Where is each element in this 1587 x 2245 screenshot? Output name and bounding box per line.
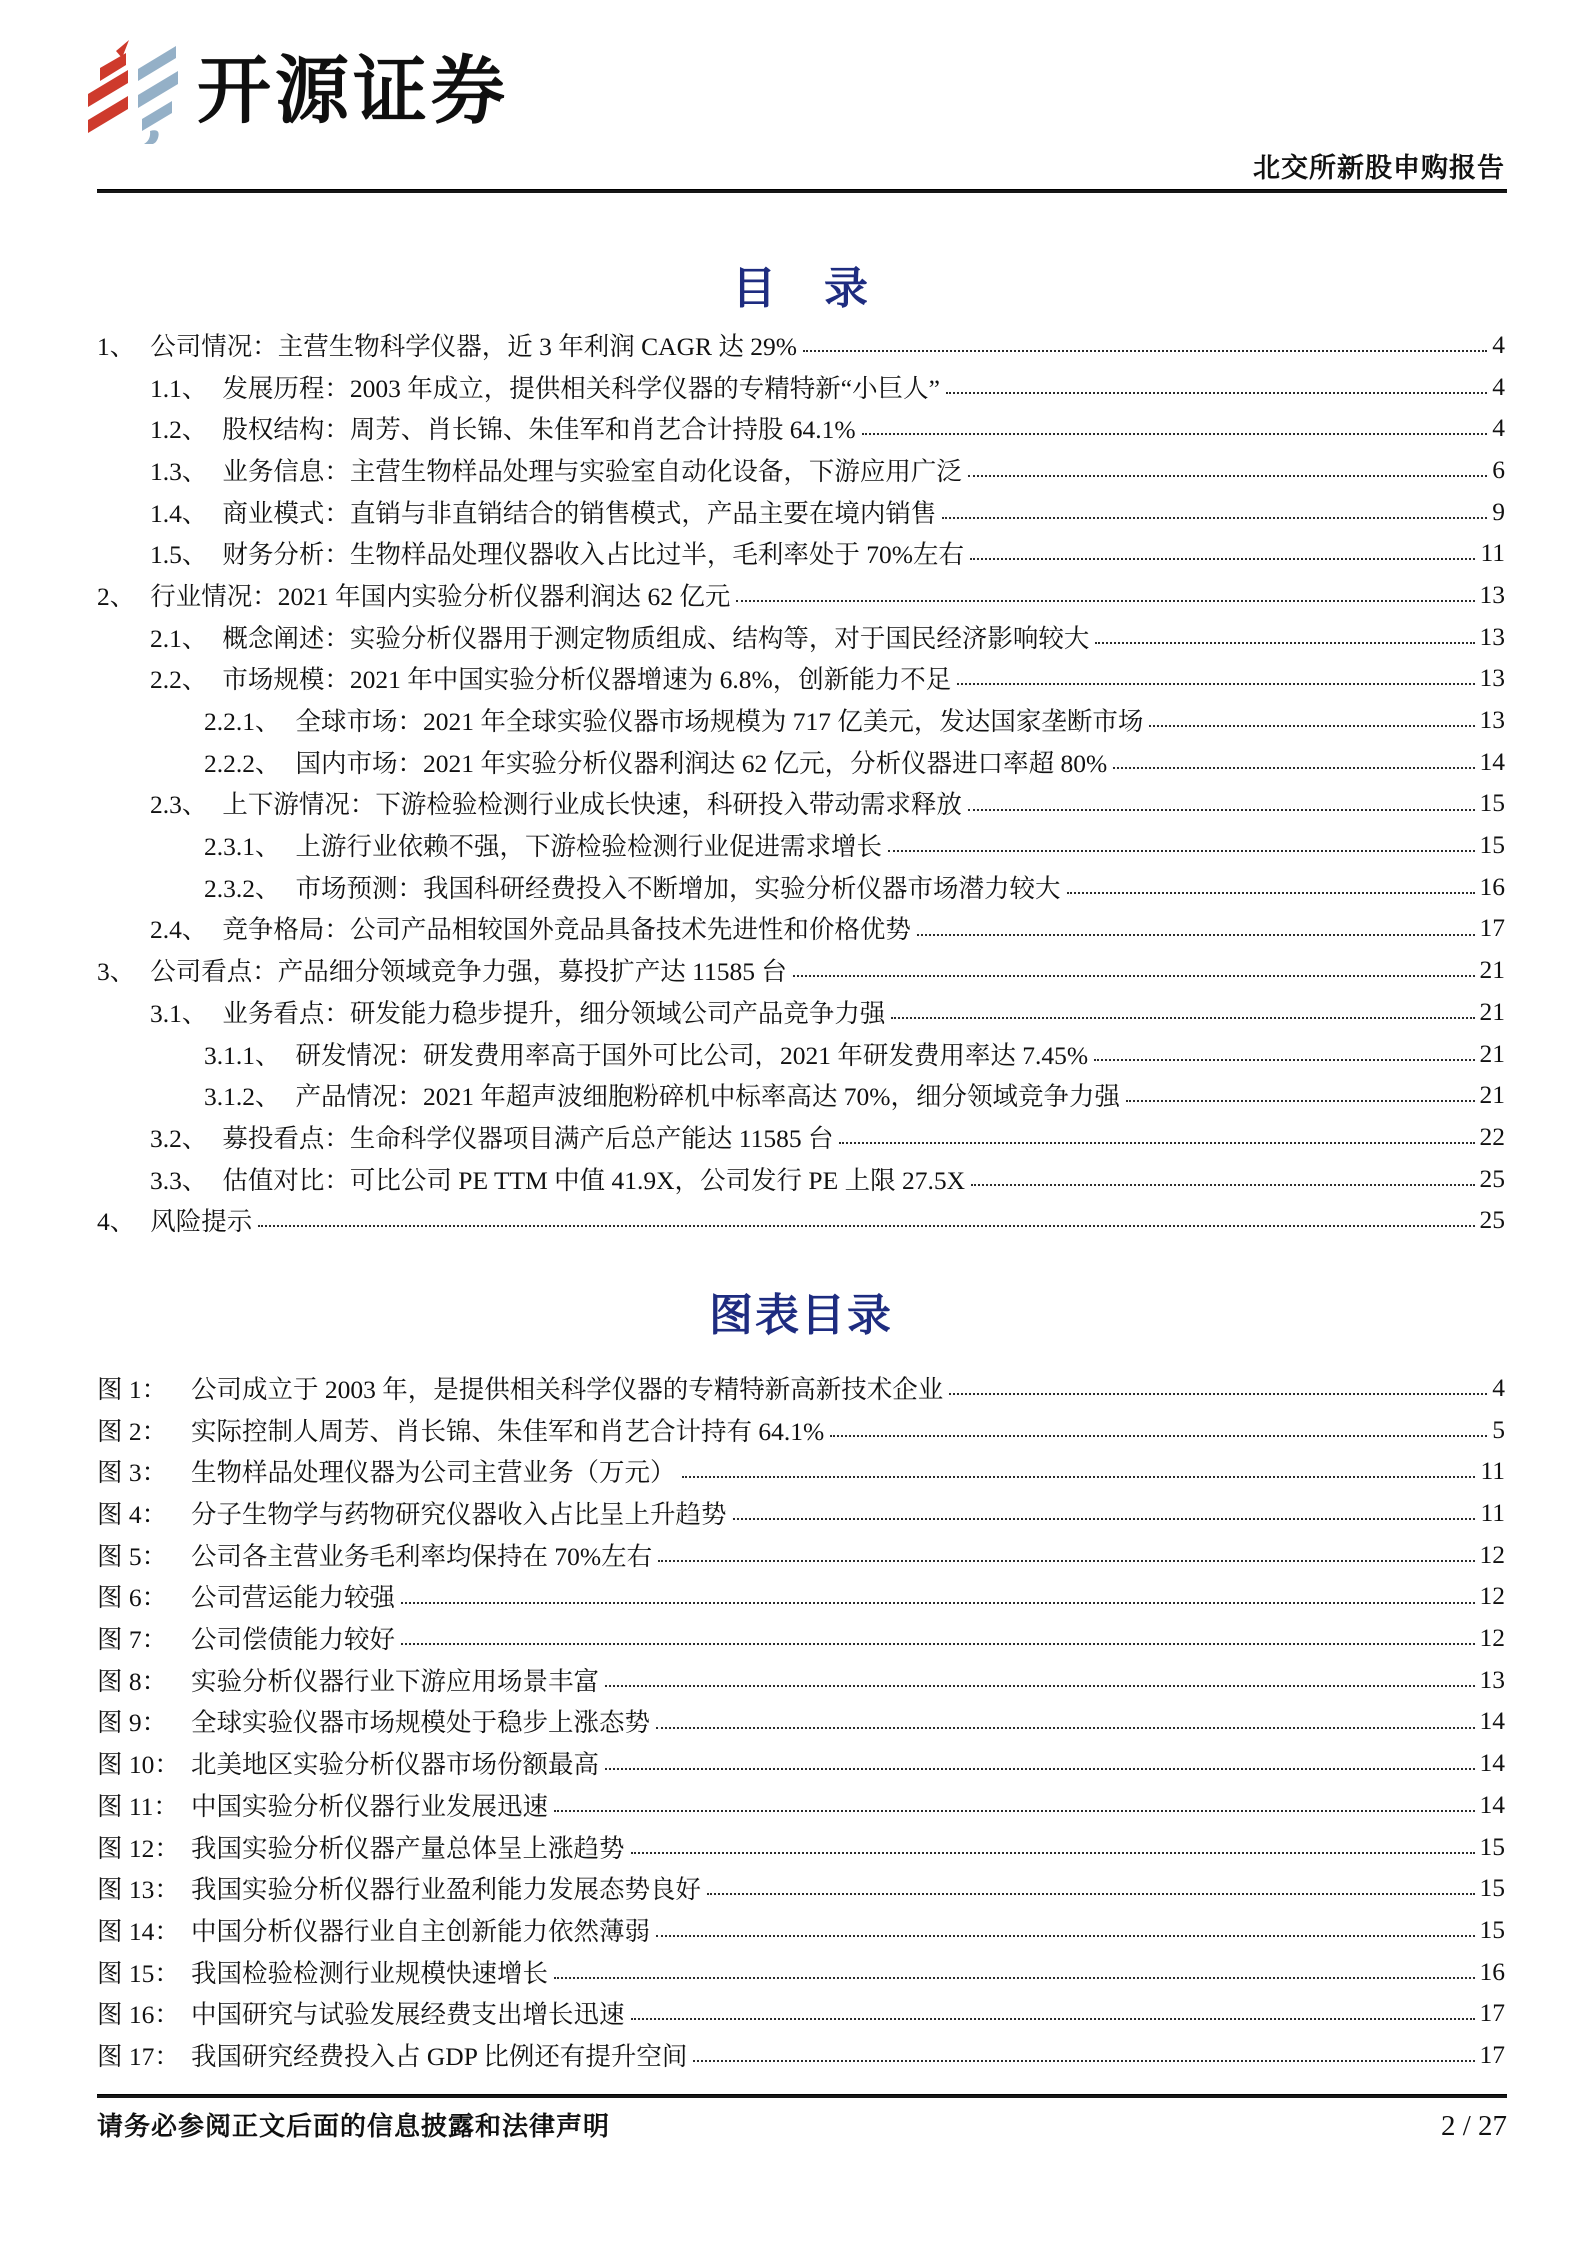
entry-number: 图 6： [97, 1583, 168, 1613]
entry-page: 13 [1479, 705, 1505, 735]
entry-page: 12 [1479, 1539, 1505, 1569]
footer-row [97, 2106, 1507, 2143]
dot-leader [605, 1663, 1474, 1687]
figures-list [97, 1367, 1505, 2076]
entry-page: 25 [1479, 1163, 1505, 1193]
toc-entry[interactable] [97, 616, 1505, 658]
figures-entry[interactable] [97, 1826, 1505, 1868]
entry-number: 图 8： [97, 1666, 168, 1696]
entry-page: 4 [1492, 413, 1505, 443]
entry-number: 1.4、 [150, 498, 208, 528]
figures-entry[interactable] [97, 1742, 1505, 1784]
figures-entry[interactable] [97, 1367, 1505, 1409]
dot-leader [1094, 1036, 1474, 1060]
entry-number: 2.4、 [150, 915, 208, 945]
dot-leader [693, 2038, 1474, 2062]
entry-number: 图 1： [97, 1374, 168, 1404]
toc-entry[interactable] [97, 491, 1505, 533]
entry-page: 16 [1479, 871, 1505, 901]
entry-number: 2.3.1、 [204, 832, 281, 862]
toc-entry[interactable] [97, 407, 1505, 449]
entry-title: 中国实验分析仪器行业发展迅速 [191, 1791, 549, 1821]
entry-title: 公司营运能力较强 [191, 1583, 396, 1613]
entry-title: 竞争格局：公司产品相较国外竞品具备技术先进性和价格优势 [222, 915, 911, 945]
entry-number: 图 12： [97, 1833, 180, 1863]
toc-entry[interactable] [97, 741, 1505, 783]
figures-entry[interactable] [97, 1659, 1505, 1701]
entry-title: 生物样品处理仪器为公司主营业务（万元） [191, 1458, 676, 1488]
toc-entry[interactable] [97, 1074, 1505, 1116]
toc-entry[interactable] [97, 1033, 1505, 1075]
entry-number: 图 16： [97, 2000, 180, 2030]
dot-leader [971, 1161, 1475, 1185]
figures-entry[interactable] [97, 1492, 1505, 1534]
entry-title: 我国实验分析仪器产量总体呈上涨趋势 [191, 1833, 625, 1863]
dot-leader [736, 578, 1474, 602]
entry-page: 14 [1479, 746, 1505, 776]
figures-entry[interactable] [97, 1701, 1505, 1743]
entry-page: 21 [1479, 996, 1505, 1026]
figures-entry[interactable] [97, 1576, 1505, 1618]
figures-entry[interactable] [97, 1451, 1505, 1493]
dot-leader [970, 536, 1475, 560]
entry-page: 21 [1479, 1038, 1505, 1068]
entry-title: 公司各主营业务毛利率均保持在 70%左右 [191, 1541, 653, 1571]
dot-leader [888, 828, 1474, 852]
dot-leader [258, 1203, 1474, 1227]
entry-page: 22 [1479, 1121, 1505, 1151]
entry-page: 15 [1479, 1831, 1505, 1861]
entry-page: 4 [1492, 329, 1505, 359]
entry-title: 中国分析仪器行业自主创新能力依然薄弱 [191, 1916, 651, 1946]
entry-number: 1.1、 [150, 373, 208, 403]
entry-page: 13 [1479, 663, 1505, 693]
dot-leader [733, 1496, 1476, 1520]
entry-number: 2.2、 [150, 665, 208, 695]
entry-title: 我国检验检测行业规模快速增长 [191, 1958, 549, 1988]
entry-title: 实际控制人周芳、肖长锦、朱佳军和肖艺合计持有 64.1% [191, 1416, 825, 1446]
entry-number: 图 9： [97, 1708, 168, 1738]
entry-title: 我国研究经费投入占 GDP 比例还有提升空间 [191, 2041, 688, 2071]
entry-page: 11 [1480, 1498, 1505, 1528]
entry-number: 图 2： [97, 1416, 168, 1446]
kaiyuan-logo-icon [85, 38, 181, 144]
toc-entry[interactable] [97, 449, 1505, 491]
entry-page: 4 [1492, 1372, 1505, 1402]
dot-leader [891, 995, 1474, 1019]
entry-title: 北美地区实验分析仪器市场份额最高 [191, 1750, 600, 1780]
entry-number: 3.1.2、 [204, 1082, 281, 1112]
entry-page: 12 [1479, 1623, 1505, 1653]
entry-title: 公司情况：主营生物科学仪器，近 3 年利润 CAGR 达 29% [150, 331, 797, 361]
entry-title: 发展历程：2003 年成立，提供相关科学仪器的专精特新“小巨人” [222, 373, 940, 403]
figures-entry[interactable] [97, 1951, 1505, 1993]
figures-title: 图表目录 [709, 1291, 893, 1341]
entry-number: 1.2、 [150, 415, 208, 445]
entry-title: 分子生物学与药物研究仪器收入占比呈上升趋势 [191, 1500, 727, 1530]
entry-title: 实验分析仪器行业下游应用场景丰富 [191, 1666, 600, 1696]
entry-title: 公司成立于 2003 年，是提供相关科学仪器的专精特新高新技术企业 [191, 1374, 944, 1404]
dot-leader [656, 1704, 1474, 1728]
entry-number: 3、 [97, 957, 136, 987]
dot-leader [554, 1954, 1474, 1978]
entry-page: 13 [1479, 579, 1505, 609]
entry-number: 2.2.1、 [204, 707, 281, 737]
toc-entry[interactable] [97, 1158, 1505, 1200]
dot-leader [862, 411, 1488, 435]
entry-title: 公司偿债能力较好 [191, 1625, 396, 1655]
dot-leader [1113, 745, 1474, 769]
dot-leader [631, 1996, 1475, 2020]
dot-leader [968, 786, 1475, 810]
entry-title: 估值对比：可比公司 PE TTM 中值 41.9X，公司发行 PE 上限 27.5X [222, 1165, 965, 1195]
toc-entry[interactable] [97, 949, 1505, 991]
toc-title: 目 录 [732, 264, 870, 313]
figures-entry[interactable] [97, 1909, 1505, 1951]
figures-entry[interactable] [97, 1617, 1505, 1659]
entry-title: 我国实验分析仪器行业盈利能力发展态势良好 [191, 1875, 702, 1905]
entry-title: 商业模式：直销与非直销结合的销售模式，产品主要在境内销售 [222, 498, 937, 528]
dot-leader [554, 1788, 1474, 1812]
entry-title: 业务看点：研发能力稳步提升，细分领域公司产品竞争力强 [222, 998, 886, 1028]
toc-entry[interactable] [97, 783, 1505, 825]
dot-leader [946, 369, 1487, 393]
entry-number: 图 10： [97, 1750, 180, 1780]
entry-title: 概念阐述：实验分析仪器用于测定物质组成、结构等，对于国民经济影响较大 [222, 623, 1090, 653]
entry-title: 全球实验仪器市场规模处于稳步上涨态势 [191, 1708, 651, 1738]
entry-title: 公司看点：产品细分领域竞争力强，募投扩产达 11585 台 [150, 957, 787, 987]
entry-page: 21 [1479, 1080, 1505, 1110]
dot-leader [656, 1913, 1474, 1937]
toc-entry[interactable] [97, 866, 1505, 908]
entry-page: 15 [1479, 788, 1505, 818]
dot-leader [707, 1871, 1474, 1895]
entry-title: 市场预测：我国科研经费投入不断增加，实验分析仪器市场潜力较大 [295, 873, 1061, 903]
entry-title: 业务信息：主营生物样品处理与实验室自动化设备，下游应用广泛 [222, 456, 962, 486]
dot-leader [658, 1538, 1474, 1562]
brand-logo [85, 38, 509, 144]
toc-entry[interactable] [97, 699, 1505, 741]
entry-number: 图 4： [97, 1500, 168, 1530]
entry-page: 15 [1479, 830, 1505, 860]
entry-page: 6 [1492, 454, 1505, 484]
toc-entry[interactable] [97, 991, 1505, 1033]
entry-number: 图 3： [97, 1458, 168, 1488]
entry-number: 2.3、 [150, 790, 208, 820]
figures-entry[interactable] [97, 1784, 1505, 1826]
entry-number: 1.3、 [150, 456, 208, 486]
figures-entry[interactable] [97, 1409, 1505, 1451]
entry-title: 股权结构：周芳、肖长锦、朱佳军和肖艺合计持股 64.1% [222, 415, 856, 445]
entry-page: 9 [1492, 496, 1505, 526]
dot-leader [968, 453, 1487, 477]
dot-leader [957, 661, 1474, 685]
entry-number: 4、 [97, 1207, 136, 1237]
figures-entry[interactable] [97, 1867, 1505, 1909]
toc-entry[interactable] [97, 574, 1505, 616]
content-area [97, 240, 1505, 2076]
entry-title: 全球市场：2021 年全球实验仪器市场规模为 717 亿美元，发达国家垄断市场 [295, 707, 1144, 737]
entry-number: 图 17： [97, 2041, 180, 2071]
dot-leader [917, 911, 1475, 935]
entry-number: 图 7： [97, 1625, 168, 1655]
dot-leader [803, 328, 1487, 352]
dot-leader [793, 953, 1475, 977]
toc-entry[interactable] [97, 1116, 1505, 1158]
entry-number: 2.1、 [150, 623, 208, 653]
entry-page: 13 [1479, 621, 1505, 651]
entry-page: 4 [1492, 371, 1505, 401]
entry-title: 研发情况：研发费用率高于国外可比公司，2021 年研发费用率达 7.45% [295, 1040, 1089, 1070]
entry-page: 11 [1480, 1456, 1505, 1486]
toc-entry[interactable] [97, 324, 1505, 366]
entry-title: 上游行业依赖不强，下游检验检测行业促进需求增长 [295, 832, 883, 862]
entry-page: 14 [1479, 1748, 1505, 1778]
entry-title: 产品情况：2021 年超声波细胞粉碎机中标率高达 70%，细分领域竞争力强 [295, 1082, 1121, 1112]
entry-title: 风险提示 [150, 1207, 253, 1237]
toc-entry[interactable] [97, 1199, 1505, 1241]
dot-leader [839, 1120, 1474, 1144]
entry-page: 17 [1479, 913, 1505, 943]
dot-leader [401, 1579, 1474, 1603]
dot-leader [682, 1454, 1476, 1478]
entry-number: 3.3、 [150, 1165, 208, 1195]
toc-entry[interactable] [97, 532, 1505, 574]
entry-title: 财务分析：生物样品处理仪器收入占比过半，毛利率处于 70%左右 [222, 540, 965, 570]
entry-title: 中国研究与试验发展经费支出增长迅速 [191, 2000, 625, 2030]
entry-title: 募投看点：生命科学仪器项目满产后总产能达 11585 台 [222, 1123, 834, 1153]
entry-page: 13 [1479, 1664, 1505, 1694]
dot-leader [949, 1371, 1487, 1395]
dot-leader [1067, 870, 1475, 894]
entry-page: 17 [1479, 1998, 1505, 2028]
dot-leader [1095, 620, 1474, 644]
entry-number: 图 11： [97, 1791, 179, 1821]
entry-page: 15 [1479, 1914, 1505, 1944]
entry-page: 12 [1479, 1581, 1505, 1611]
figures-entry[interactable] [97, 2034, 1505, 2076]
dot-leader [830, 1413, 1487, 1437]
toc-entry[interactable] [97, 366, 1505, 408]
footer-disclaimer: 请务必参阅正文后面的信息披露和法律声明 [97, 2112, 611, 2141]
entry-title: 行业情况：2021 年国内实验分析仪器利润达 62 亿元 [150, 581, 731, 611]
entry-page: 14 [1479, 1789, 1505, 1819]
toc-list [97, 324, 1505, 1241]
dot-leader [401, 1621, 1474, 1645]
entry-page: 5 [1492, 1414, 1505, 1444]
entry-title: 上下游情况：下游检验检测行业成长快速，科研投入带动需求释放 [222, 790, 962, 820]
entry-page: 15 [1479, 1873, 1505, 1903]
report-type-label: 北交所新股申购报告 [1253, 153, 1505, 183]
entry-number: 1、 [97, 331, 136, 361]
entry-number: 1.5、 [150, 540, 208, 570]
entry-page: 25 [1479, 1205, 1505, 1235]
figures-entry[interactable] [97, 1992, 1505, 2034]
toc-entry[interactable] [97, 658, 1505, 700]
page-number: 2 / 27 [1440, 2110, 1507, 2142]
dot-leader [631, 1829, 1475, 1853]
entry-page: 11 [1480, 538, 1505, 568]
entry-number: 3.2、 [150, 1123, 208, 1153]
dot-leader [942, 494, 1487, 518]
entry-number: 3.1.1、 [204, 1040, 281, 1070]
entry-page: 16 [1479, 1956, 1505, 1986]
dot-leader [605, 1746, 1474, 1770]
entry-title: 国内市场：2021 年实验分析仪器利润达 62 亿元，分析仪器进口率超 80% [295, 748, 1108, 778]
entry-page: 14 [1479, 1706, 1505, 1736]
dot-leader [1149, 703, 1474, 727]
entry-number: 图 13： [97, 1875, 180, 1905]
toc-entry[interactable] [97, 908, 1505, 950]
brand-name: 开源证券 [197, 49, 509, 132]
entry-page: 21 [1479, 955, 1505, 985]
entry-number: 图 14： [97, 1916, 180, 1946]
entry-number: 2.2.2、 [204, 748, 281, 778]
header-divider [97, 189, 1507, 193]
figures-entry[interactable] [97, 1534, 1505, 1576]
entry-number: 2、 [97, 581, 136, 611]
entry-number: 图 5： [97, 1541, 168, 1571]
entry-number: 图 15： [97, 1958, 180, 1988]
entry-number: 3.1、 [150, 998, 208, 1028]
entry-page: 17 [1479, 2039, 1505, 2069]
dot-leader [1126, 1078, 1474, 1102]
toc-entry[interactable] [97, 824, 1505, 866]
footer-divider [97, 2094, 1507, 2098]
entry-title: 市场规模：2021 年中国实验分析仪器增速为 6.8%，创新能力不足 [222, 665, 952, 695]
entry-number: 2.3.2、 [204, 873, 281, 903]
